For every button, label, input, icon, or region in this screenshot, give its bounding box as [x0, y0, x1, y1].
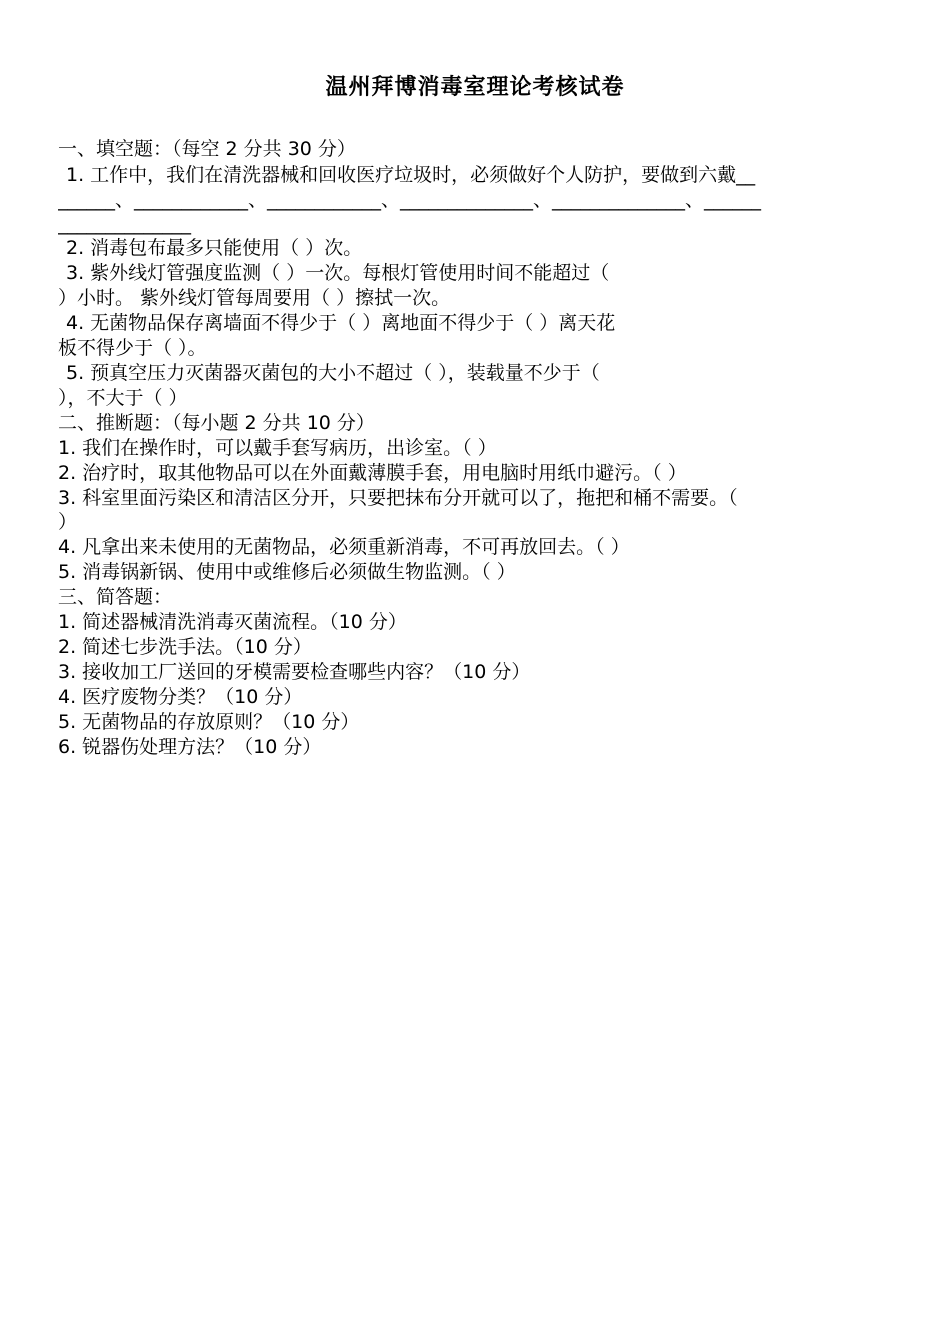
s1-q1-line2: ______、____________、____________、______________、______________、______ [58, 189, 762, 211]
s3-q6: 6. 锐器伤处理方法？（10 分） [58, 736, 322, 758]
s1-q4-line2: 板不得少于（ ）。 [58, 337, 207, 359]
section1-heading: 一、填空题：（每空 2 分共 30 分） [58, 138, 356, 160]
section3-heading: 三、简答题： [58, 586, 173, 608]
s1-q3-line2: ）小时。 紫外线灯管每周要用（ ）擦拭一次。 [58, 287, 451, 309]
s2-q1: 1. 我们在操作时，可以戴手套写病历，出诊室。（ ） [58, 437, 497, 459]
s3-q3: 3. 接收加工厂送回的牙模需要检查哪些内容？（10 分） [58, 661, 531, 683]
s1-q4-line1: 4. 无菌物品保存离墙面不得少于（ ）离地面不得少于（ ）离天花 [66, 312, 616, 334]
s1-q2: 2. 消毒包布最多只能使用（ ）次。 [66, 237, 363, 259]
s2-q4: 4. 凡拿出来未使用的无菌物品，必须重新消毒，不可再放回去。（ ） [58, 536, 630, 558]
s3-q2: 2. 简述七步洗手法。（10 分） [58, 636, 312, 658]
s1-q5-line2: ），不大于（ ） [58, 387, 188, 409]
s2-q3-line2: ） [58, 511, 78, 533]
s3-q4: 4. 医疗废物分类？（10 分） [58, 686, 303, 708]
s2-q2: 2. 治疗时，取其他物品可以在外面戴薄膜手套，用电脑时用纸巾避污。（ ） [58, 462, 687, 484]
s2-q5: 5. 消毒锅新锅、使用中或维修后必须做生物监测。（ ） [58, 561, 516, 583]
s1-q3-line1: 3. 紫外线灯管强度监测（ ）一次。每根灯管使用时间不能超过（ [66, 262, 610, 284]
s1-q5-line1: 5. 预真空压力灭菌器灭菌包的大小不超过（ ），装载量不少于（ [66, 362, 600, 384]
section2-heading: 二、推断题：（每小题 2 分共 10 分） [58, 412, 375, 434]
s1-q1-line3: ______________ [58, 213, 191, 235]
s3-q5: 5. 无菌物品的存放原则？（10 分） [58, 711, 360, 733]
page-title: 温州拜博消毒室理论考核试卷 [325, 74, 625, 100]
s1-q1-line1: 1. 工作中，我们在清洗器械和回收医疗垃圾时，必须做好个人防护，要做到六戴__ [66, 164, 756, 186]
s2-q3-line1: 3. 科室里面污染区和清洁区分开，只要把抹布分开就可以了，拖把和桶不需要。（ [58, 487, 738, 509]
s3-q1: 1. 简述器械清洗消毒灭菌流程。（10 分） [58, 611, 407, 633]
